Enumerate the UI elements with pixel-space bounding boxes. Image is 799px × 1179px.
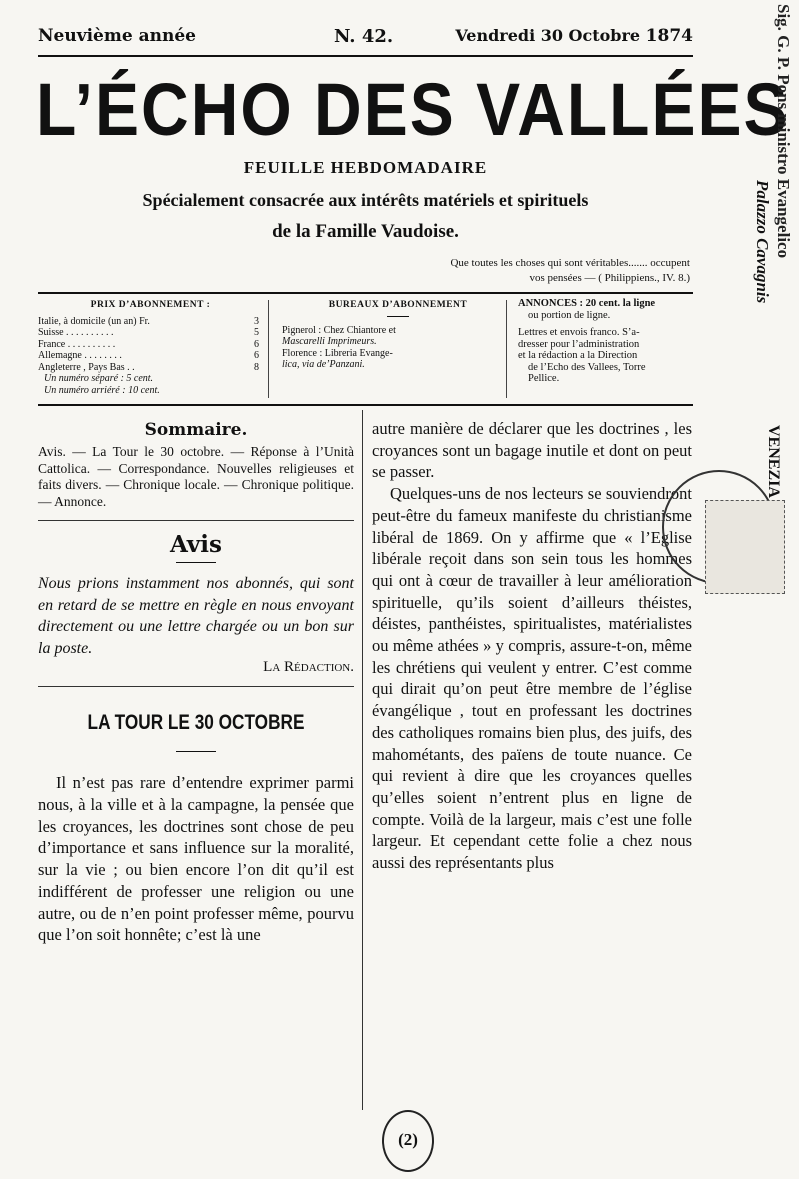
avis-title: Avis: [170, 531, 222, 559]
price-label: Italie, à domicile (un an) Fr.: [38, 315, 150, 327]
article-right-body: [372, 418, 692, 874]
bureaux-dash: [387, 316, 409, 317]
epigraph-line2: vos pensées — ( Philippiens., IV. 8.): [529, 272, 690, 284]
subtitle: FEUILLE HEBDOMADAIRE: [243, 158, 488, 177]
annonces-line: Lettres et envois franco. S’a-: [518, 327, 640, 338]
article-title: LA TOUR LE 30 OCTOBRE: [87, 711, 305, 735]
bureaux-line: Pignerol : Chez Chiantore et: [282, 324, 396, 336]
annonces-line: et la rédaction a la Direction: [518, 350, 638, 361]
avis-body: Nous prions instamment nos abonnés, qui sont en retard de se mettre en règle en nous envoyant directement ou une lettre chargée ou un bon sur la poste.: [38, 575, 354, 657]
info-box: [38, 296, 693, 400]
box-bottom-rule: [38, 404, 693, 406]
epigraph-line1: Que toutes les choses qui sont véritables....... occupent: [450, 257, 690, 269]
header-line: [38, 26, 693, 50]
annonces-line: Pellice.: [528, 373, 560, 384]
annonces-line: ANNONCES : 20 cent. la ligne: [518, 298, 656, 309]
sommaire-body: Avis. — La Tour le 30 octobre. — Réponse à l’Unità Cattolica. — Correspondance. Nouvelles religieuses et faits divers. — Chronique locale. — Chronique politique. — Annonce.: [38, 444, 354, 509]
abonnement-title: PRIX D’ABONNEMENT :: [90, 300, 211, 310]
numero-separe: Un numéro séparé : 5 cent.: [44, 373, 154, 384]
price-row: [38, 362, 263, 374]
price-label: Allemagne . . . . . . . .: [38, 350, 122, 361]
price-value: 8: [254, 361, 259, 373]
avis-signature: La Rédaction.: [263, 659, 354, 676]
price-value: 3: [254, 315, 259, 327]
address-venezia: VENEZIA: [765, 425, 782, 498]
price-value: 6: [254, 338, 259, 350]
article-paragraph: Quelques-uns de nos lecteurs se souviendront peut-être du fameux manifeste du christianisme libéral de 1869. On y affirme que « l’Eglise libérale reçoit dans son sein tous les hommes qui ont à cœur de travailler à leur amélioration spirituelle, qu’ils soient d’ailleurs théistes, déistes, panthéistes, spiritualistes, matérialistes ou même athées » y compris, assure-t-on, même les chrétiens qui veulent y entrer. C’est comme qui dirait qu’on peut être membre de l’église évangélique , tout en professant les doctrines des catholiques romains bien plus, des juifs, des mahométants, des païens de toute nuance. Ce qui revient à dire que les croyances quelles qu’elles soient n’entrent plus en ligne de compte. Voilà de la largeur, mais c’est une folle largeur. Et cependant cette folie a chez nous aussi des représentants plus: [372, 484, 692, 873]
right-column: [372, 418, 692, 874]
masthead-title: L’ÉCHO DES VALLÉES: [36, 67, 790, 151]
postage-stamp-icon: [705, 500, 785, 594]
bureaux-line: Mascarelli Imprimeurs.: [282, 336, 377, 347]
price-label: France . . . . . . . . . .: [38, 338, 116, 350]
avis-dash: [176, 562, 216, 563]
annonces-line: dresser pour l’administration: [518, 338, 640, 350]
price-label: Suisse . . . . . . . . . .: [38, 327, 114, 338]
numero-arriere: Un numéro arriéré : 10 cent.: [44, 384, 160, 396]
address-sig: Sig. G. P. Pons ministro Evangelico: [774, 4, 793, 259]
price-row: [38, 350, 263, 362]
article-left-body: Il n’est pas rare d’entendre exprimer parmi nous, à la ville et à la campagne, la pensée que les croyances, les doctrines sont chose de peu d’importance et sans influence sur la moralité, sur la vie ; ou bien encore l’on dit qu’il est indifférent de professer une religion ou une autre, ou de n’en point professer même, pourvu que l’on soit honnête; c’est là une: [38, 773, 354, 945]
price-value: 5: [254, 327, 259, 338]
specialement-line2: de la Famille Vaudoise.: [272, 221, 459, 242]
epigraph: [330, 256, 690, 286]
annonces-line: ou portion de ligne.: [528, 309, 611, 321]
price-label: Angleterre , Pays Bas . .: [38, 361, 135, 373]
abonnement-prices: [38, 300, 263, 396]
avis-rule: [38, 686, 354, 687]
date-text: Vendredi 30 Octobre: [455, 26, 646, 45]
article-paragraph: autre manière de déclarer que les doctrines , les croyances sont un bagage inutile et dont on peut se passer.: [372, 419, 692, 482]
bureaux: [278, 300, 518, 371]
bureaux-title: BUREAUX D’ABONNEMENT: [328, 300, 468, 310]
sommaire-rule: [38, 520, 354, 521]
annonces: [518, 298, 694, 385]
annee: Neuvième année: [38, 26, 196, 46]
annonces-line: de l’Echo des Vallees, Torre: [528, 361, 646, 373]
column-separator: [362, 410, 363, 1110]
address-palazzo: Palazzo Cavagnis: [753, 180, 772, 304]
bureaux-line: lica, via de’Panzani.: [282, 359, 365, 370]
issue-number: N. 42.: [334, 26, 394, 47]
date-year: 1874: [645, 26, 693, 46]
issue-date: [455, 26, 693, 46]
price-row: [38, 327, 263, 339]
header-rule: [38, 55, 693, 57]
left-column: [38, 418, 354, 946]
price-value: 6: [254, 350, 259, 361]
sommaire-title: Sommaire.: [144, 420, 248, 440]
specialement-line1: Spécialement consacrée aux intérêts matériels et spirituels: [142, 190, 589, 210]
price-row: [38, 316, 263, 328]
bureaux-line: Florence : Libreria Evange-: [282, 347, 393, 359]
archive-stamp: (2): [382, 1110, 434, 1172]
price-row: [38, 339, 263, 351]
article-dash: [176, 751, 216, 752]
box-top-rule: [38, 292, 693, 294]
